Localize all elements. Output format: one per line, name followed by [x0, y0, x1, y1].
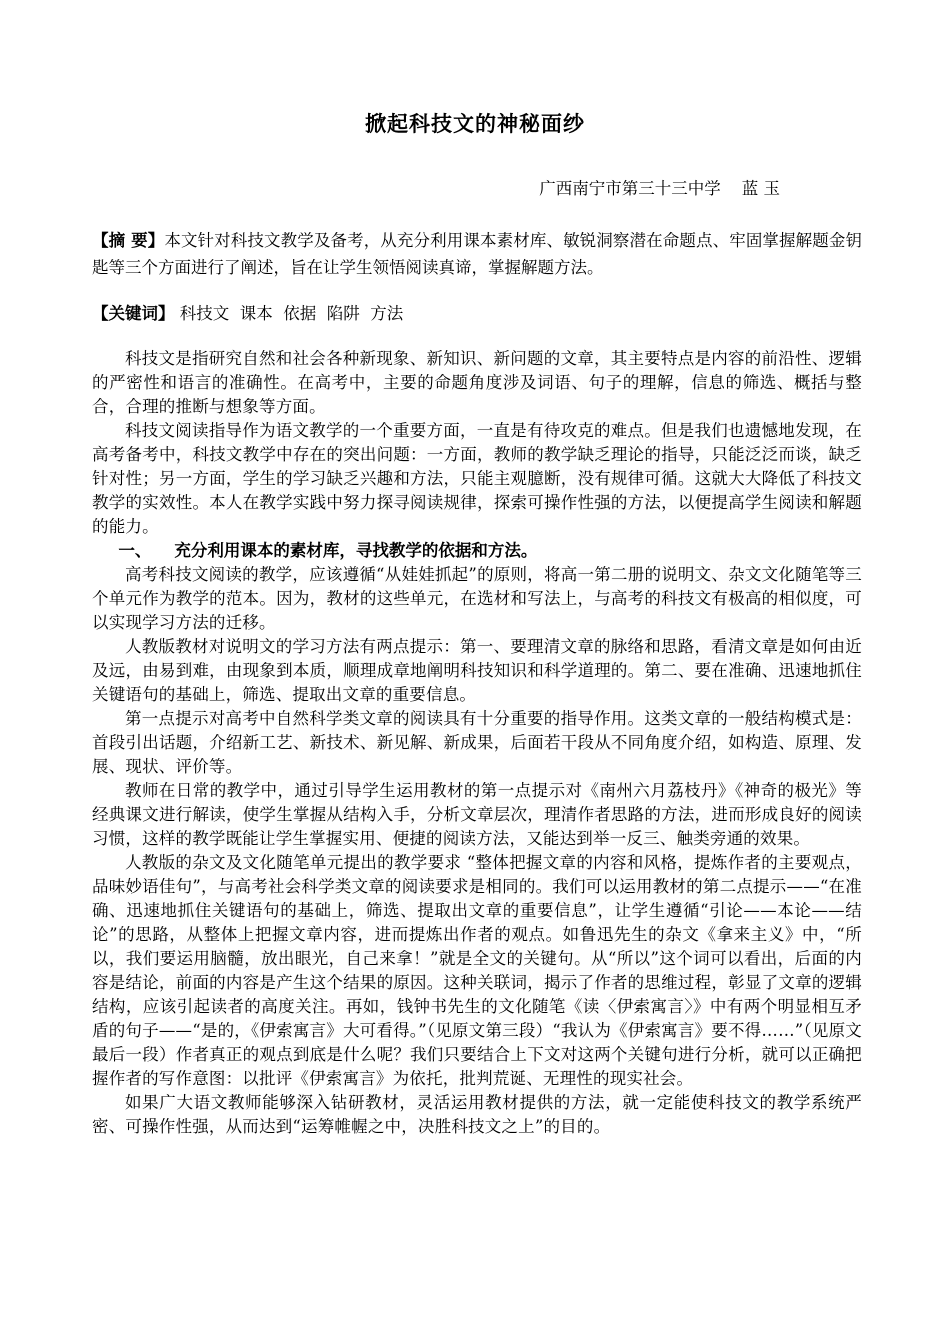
section-paragraph-5: 人教版的杂文及文化随笔单元提出的教学要求 “整体把握文章的内容和风格，提炼作者的主要观点，品味妙语佳句”，与高考社会科学类文章的阅读要求是相同的。我们可以运用教材的第二点提示——“在准确、迅速地抓住关键语句的基础上，筛选、提取出文章的重要信息”，让学生遵循“引论——本论——结论”的思路，从整体上把握文章内容，进而提炼出作者的观点。如鲁迅先生的杂文《拿来主义》中，“所以，我们要运用脑髓，放出眼光，自己来拿！”就是全文的关键句。从“所以”这个词可以看出，后面的内容是结论，前面的内容是产生这个结果的原因。这种关联词，揭示了作者的思维过程，彰显了文章的逻辑结构，应该引起读者的高度关注。再如，钱钟书先生的文化随笔《读〈伊索寓言〉》中有两个明显相互矛盾的句子——“是的，《伊索寓言》大可看得。”（见原文第三段）“我认为《伊索寓言》要不得……”（见原文最后一段）作者真正的观点到底是什么呢？我们只要结合上下文对这两个关键句进行分析，就可以正确把握作者的写作意图：以批评《伊索寓言》为依托，批判荒诞、无理性的现实社会。 — [92, 853, 862, 1088]
abstract-label: 【摘 要】 — [92, 231, 165, 250]
keywords-text: 科技文 课本 依据 陷阱 方法 — [174, 304, 404, 323]
section-paragraph-4: 教师在日常的教学中，通过引导学生运用教材的第一点提示对《南州六月荔枝丹》《神奇的极光》等经典课文进行解读，使学生掌握从结构入手，分析文章层次，理清作者思路的方法，进而形成良好的阅读习惯，这样的教学既能让学生掌握实用、便捷的阅读方法，又能达到举一反三、触类旁通的效果。 — [92, 781, 862, 848]
abstract — [92, 227, 862, 281]
article-body — [92, 347, 862, 1139]
abstract-text: 本文针对科技文教学及备考，从充分利用课本素材库、敏锐洞察潜在命题点、牢固掌握解题金钥匙等三个方面进行了阐述，旨在让学生领悟阅读真谛，掌握解题方法。 — [92, 231, 863, 277]
keywords-label: 【关键词】 — [92, 304, 175, 323]
section-heading: 一、 充分利用课本的素材库，寻找教学的依据和方法。 — [118, 541, 538, 560]
section-paragraph-1: 高考科技文阅读的教学，应该遵循“从娃娃抓起”的原则，将高一第二册的说明文、杂文文化随笔等三个单元作为教学的范本。因为，教材的这些单元，在选材和写法上，与高考的科技文有极高的相似度，可以实现学习方法的迁移。 — [92, 565, 862, 632]
section-paragraph-3: 第一点提示对高考中自然科学类文章的阅读具有十分重要的指导作用。这类文章的一般结构模式是：首段引出话题，介绍新工艺、新技术、新见解、新成果，后面若干段从不同角度介绍，如构造、原理、发展、现状、评价等。 — [92, 709, 862, 776]
section-paragraph-6: 如果广大语文教师能够深入钻研教材，灵活运用教材提供的方法，就一定能使科技文的教学系统严密、可操作性强，从而达到“运筹帷幄之中，决胜科技文之上”的目的。 — [92, 1093, 862, 1136]
author-line: 广西南宁市第三十三中学 蓝 玉 — [539, 179, 780, 198]
section-paragraph-2: 人教版教材对说明文的学习方法有两点提示：第一、要理清文章的脉络和思路，看清文章是如何由近及远，由易到难，由现象到本质，顺理成章地阐明科技知识和科学道理的。第二、要在准确、迅速地抓住关键语句的基础上，筛选、提取出文章的重要信息。 — [92, 637, 862, 704]
intro-paragraph-1: 科技文是指研究自然和社会各种新现象、新知识、新问题的文章，其主要特点是内容的前沿性、逻辑的严密性和语言的准确性。在高考中，主要的命题角度涉及词语、句子的理解，信息的筛选、概括与整合，合理的推断与想象等方面。 — [92, 349, 862, 416]
document-title: 掀起科技文的神秘面纱 — [365, 112, 585, 136]
intro-paragraph-2: 科技文阅读指导作为语文教学的一个重要方面，一直是有待攻克的难点。但是我们也遗憾地发现，在高考备考中，科技文教学中存在的突出问题：一方面，教师的教学缺乏理论的指导，只能泛泛而谈，缺乏针对性；另一方面，学生的学习缺乏兴趣和方法，只能主观臆断，没有规律可循。这就大大降低了科技文教学的实效性。本人在教学实践中努力探寻阅读规律，探索可操作性强的方法，以便提高学生阅读和解题的能力。 — [92, 421, 862, 536]
keywords — [92, 300, 862, 324]
